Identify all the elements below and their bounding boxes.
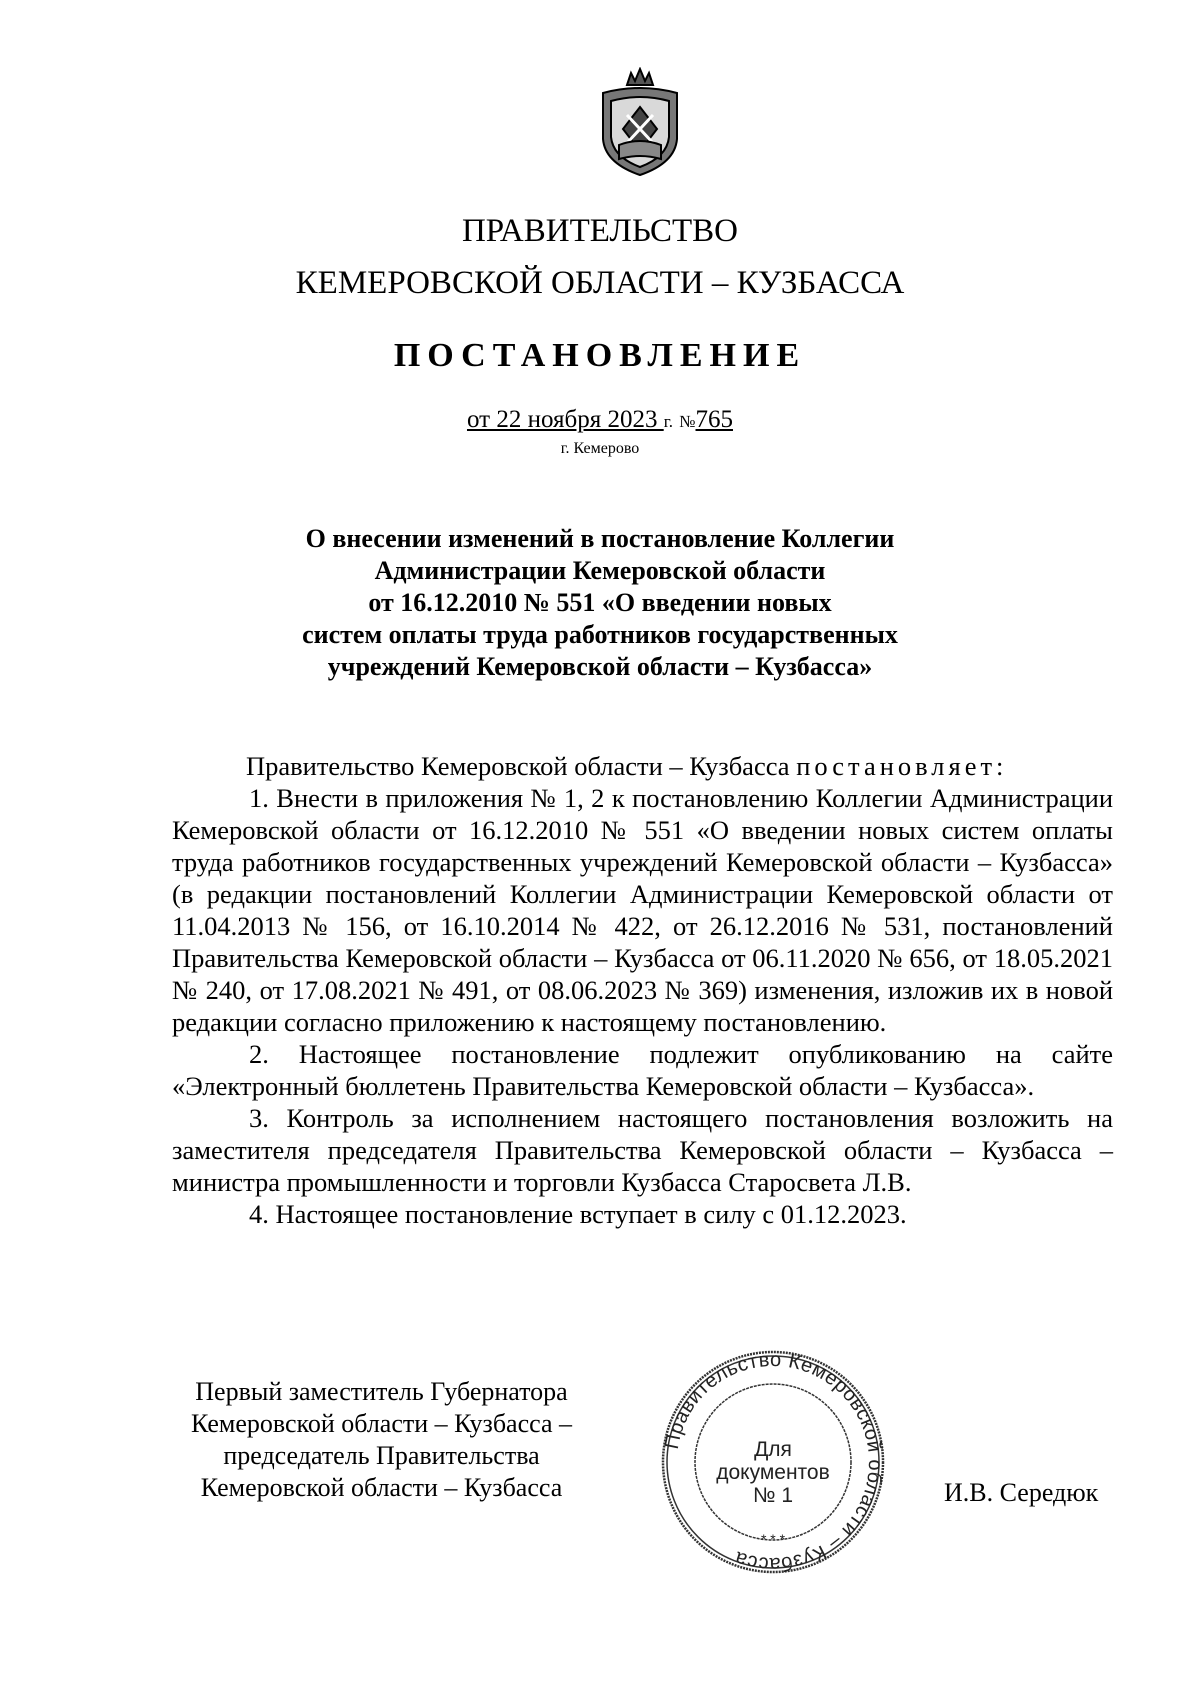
stamp-center-line: Для xyxy=(754,1438,792,1461)
stamp-center-line: документов xyxy=(716,1461,830,1484)
clause-3: 3. Контроль за исполнением настоящего постановления возложить на заместителя председателя Правительства Кемеровской области – Кузбасса – министра промышленности и торговли Кузбасса Старосвета Л.В. xyxy=(172,1103,1113,1197)
authority-line-1: ПРАВИТЕЛЬСТВО xyxy=(461,213,739,249)
year-suffix: г. xyxy=(663,412,674,431)
clause-4: 4. Настоящее постановление вступает в силу с 01.12.2023. xyxy=(249,1199,907,1229)
clause-1: 1. Внести в приложения № 1, 2 к постановлению Коллегии Администрации Кемеровской области от 16.12.2010 № 551 «О введении новых систем оплаты труда работников государственных учреждений Кемеровской области – Кузбасса» (в редакции постановлений Коллегии Администрации Кемеровской области от 11.04.2013 № 156, от 16.10.2014 № 422, от 26.12.2016 № 531, постановлений Правительства Кемеровской области – Кузбасса от 06.11.2020 № 656, от 18.05.2021 № 240, от 17.08.2021 № 491, от 08.06.2023 № 369) изменения, изложив их в новой редакции согласно приложению к настоящему постановлению. xyxy=(172,783,1113,1037)
stamp-ring-text: Правительство Кемеровской области – Кузбасса xyxy=(660,1348,887,1576)
date-number-line xyxy=(0,406,1200,434)
signatory-title-line: Кемеровской области – Кузбасса xyxy=(200,1473,563,1502)
signatory-title-line: Кемеровской области – Кузбасса – xyxy=(190,1409,573,1438)
clause-2: 2. Настоящее постановление подлежит опубликованию на сайте «Электронный бюллетень Правительства Кемеровской области – Кузбасса». xyxy=(172,1039,1113,1101)
subject-line: учреждений Кемеровской области – Кузбасса» xyxy=(327,652,873,681)
number-sign: № xyxy=(679,412,696,431)
signatory-title-line: Первый заместитель Губернатора xyxy=(195,1377,568,1406)
subject-line: О внесении изменений в постановление Коллегии xyxy=(305,524,895,553)
stamp-center-text xyxy=(658,1438,888,1507)
stamp-center-line: № 1 xyxy=(752,1484,794,1507)
authority-line-2: КЕМЕРОВСКОЙ ОБЛАСТИ – КУЗБАССА xyxy=(295,265,905,301)
issuing-authority xyxy=(0,205,1200,309)
decree-body xyxy=(172,750,1113,1230)
signatory-name: И.В. Середюк xyxy=(944,1478,1099,1507)
coat-of-arms-emblem xyxy=(597,67,683,177)
stamp-stars: * * * xyxy=(760,1531,786,1547)
intro-text: Правительство Кемеровской области – Кузбасса xyxy=(246,751,797,781)
intro-paragraph xyxy=(172,750,1113,782)
decree-subject-title xyxy=(0,523,1200,683)
decree-date: от 22 ноября 2023 xyxy=(466,406,664,433)
issuing-city: г. Кемерово xyxy=(560,440,640,457)
signatory-title-line: председатель Правительства xyxy=(223,1441,540,1470)
subject-line: от 16.12.2010 № 551 «О введении новых xyxy=(368,588,832,617)
intro-resolves: постановляет: xyxy=(796,751,1008,781)
decree-number: 765 xyxy=(695,406,733,433)
signatory-title xyxy=(165,1376,598,1504)
document-type-heading: ПОСТАНОВЛЕНИЕ xyxy=(393,337,807,374)
subject-line: систем оплаты труда работников государственных xyxy=(302,620,898,649)
subject-line: Администрации Кемеровской области xyxy=(374,556,826,585)
